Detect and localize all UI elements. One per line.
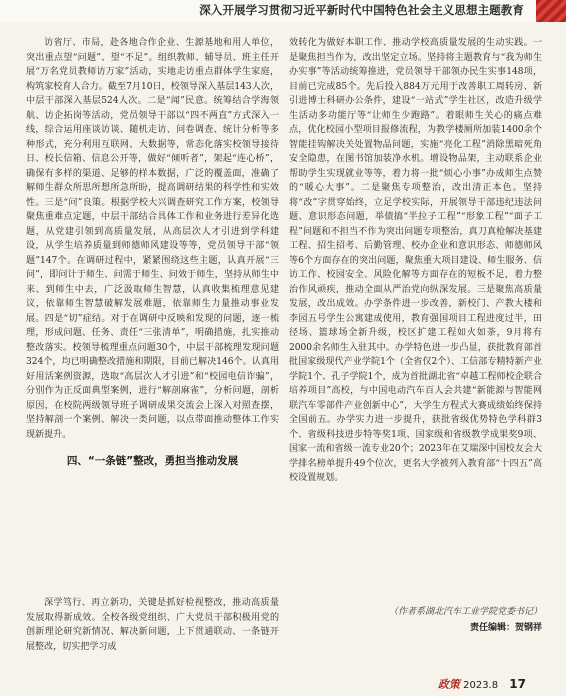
issue-date: 2023.8 xyxy=(463,680,499,691)
responsible-editor: 责任编辑：贺钢祥 xyxy=(469,623,542,633)
left-paragraph-1: 访省厅、市局，赴各地合作企业、生源基地和用人单位，突出重点望“问题”、望“不足”。组织教师、辅导员、班主任开展“万名党员教师访万家”活动，实地走访重点群体学生家庭，构筑家校育人合力。截至7月10日，校领导深入基层143人次，中层干部深入基层524人次。二是“闻”民意。统筹结合学海领航、访企拓岗等活动，党员领导干部以“四不两直”方式深入一线，综合运用座谈访谈、随机走访、问卷调查、统计分析等多种形式，充分利用互联网、大数据等，常态化落实校领导接待日、校长信箱、信息公开等，做好“倾听者”，架起“连心桥”，确保有多样的渠道、足够的样本数据，广泛的覆盖面，准确了解师生群众所思所想所急所盼，提高调研结果的科学性和实效性。三是“问”良策。根据学校大兴调查研究工作方案，校领导聚焦重难点定题，中层干部结合具体工作和业务进行差异化选题，从党建引领到高质量发展，从高层次人才引进到学科建设，从学生培养质量到师德师风建设等等，党员领导干部“领题”147个。在调研过程中，紧紧围绕这些主题，认真开展“三问”，即问计于师生、问需于师生、问效于师生，坚持从师生中来、到师生中去，广泛汲取师生智慧，认真收集梳理意见建议，依靠师生智慧破解发展难题，依靠师生力量推动事业发展。四是“切”症结。对于在调研中反映和发现的问题，逐一梳理，形成问题、任务、责任“三张清单”，明确措施，扎实推动整改落实。校领导梳理重点问题30个，中层干部梳理发现问题324个，均已明确整改措施和期限，目前已解决146个。认真用好用活案例资源，选取“高层次人才引进”和“校园电信诈骗”，分别作为正反面典型案例，进行“解剖麻雀”，分析问题，剖析原因，在校院两级领导班子调研成果交流会上深入对照查摆，坚持解剖一个案例、解决一类问题，以点带面推动整体工作实现新提升。 xyxy=(26,38,279,440)
right-column xyxy=(289,36,542,601)
section-heading: 四、“一条链”整改，勇担当推动发展 xyxy=(66,455,239,467)
magazine-name: 政策 xyxy=(437,678,460,691)
left-column xyxy=(26,36,279,594)
page-header xyxy=(0,0,566,22)
header-accent-stripe xyxy=(536,0,566,22)
left-bottom-paragraph: 深学笃行、再立新功，关键是抓好检视整改，推动高质量发展取得新成效。全校各级党组织、广大党员干部积极用党的创新理论研究新情况、解决新问题，上下贯通联动、一条链开展整改，切实把学习成 xyxy=(26,598,279,652)
right-paragraph-1: 效转化为做好本职工作、推动学校高质量发展的生动实践。一是聚焦担当作为，改出坚定立场。坚持将主题教育与“我为师生办实事”等活动统筹推进，党员领导干部领办民生实事148项，目前已完成85个。先后投入884万元用于改善职工周转房、新引进博士科研办公条件，建设“一站式”学生社区，改造升级学生活动多功能厅等“让师生少跑路”。着眼师生关心的痛点难点，优化校园小型项目报修流程，为教学楼厕所加装1400余个智能挂钩解决关处置物品问题，实施“亮化工程”消除黑暗死角安全隐患，在图书馆加装净水机。增设物品架，主动联系企业帮助学生实现就业等等，着力将一批“烦心小事”办成师生点赞的“暖心大事”。二是聚焦专项整治，改出清正本色。坚持将“改”字贯穿始终，立足学校实际，开展领导干部违纪违法问题、意识形态问题，举债搞“半拉子工程”“形象工程”“面子工程”问题和不担当不作为突出问题专项整治，真刀真枪解决基建工程、招生招考、后勤管理、校办企业和意识形态、师德师风等6个方面存在的突出问题，聚焦重大项目建设、师生服务、信访工作、校园安全、风险化解等方面存在的短板不足，着力整治作风顽疾，推动全面从严治党向纵深发展。三是聚焦高质量发展，改出成效。办学条件进一步改善，新校门、产教大楼和李园五号学生公寓建成使用，教育强国项目工程进度过半，田径场、篮球场全新升级，校区扩建工程如火如荼，9月将有2000余名师生入驻其中。办学特色进一步凸显，获批教育部首批国家级现代产业学院1个（全省仅2个）、工信部专精特新产业学院1个、孔子学院1个，成为首批湖北省“卓越工程师校企联合培养项目”高校，与中国电动汽车百人会共建“新能源与智能网联汽车零部件产业创新中心”，大学生方程式大赛成绩始终保持全国前五。办学实力进一步提升，获批省级优势特色学科群3个、省级科技进步特等奖1项、国家级和省级教学成果奖9项、国家一流和省级一流专业20个；2023年在艾瑞深中国校友会大学排名榜单提升49个位次，更名大学被列入教育部“十四五”高校设置规划。 xyxy=(289,38,542,483)
page-footer xyxy=(438,676,526,692)
page-number: 17 xyxy=(509,677,526,691)
header-title: 深入开展学习贯彻习近平新时代中国特色社会主义思想主题教育 xyxy=(199,3,524,17)
author-credit: （作者系湖北汽车工业学院党委书记） xyxy=(388,607,542,617)
left-column-bottom xyxy=(26,596,279,654)
